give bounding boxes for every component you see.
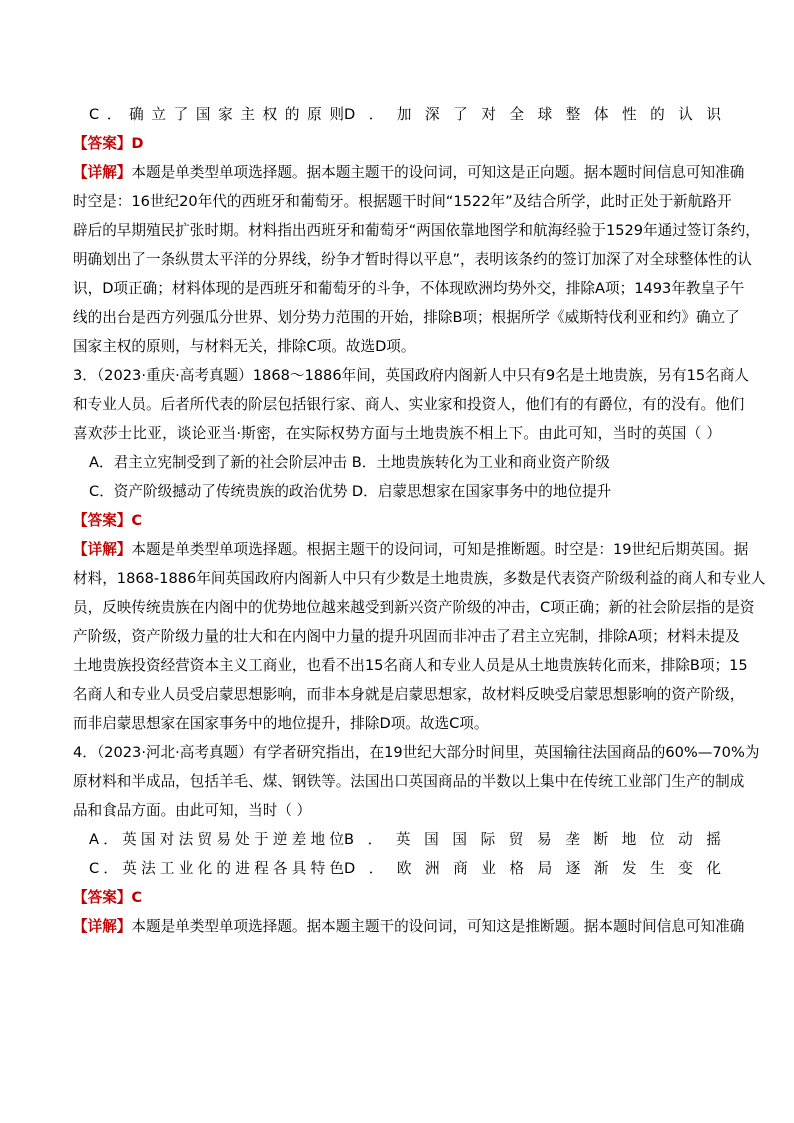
q3-detail-line-1	[73, 535, 749, 564]
q2-detail-line-4: 明确划出了一条纵贯太平洋的分界线，纷争才暂时得以平息”，表明该条约的签订加深了对全球整体性的认	[73, 251, 752, 268]
q2-detail-text: 本题是单类型单项选择题。据本题主题干的设问词，可知这是正向题。据本题时间信息可知准确	[131, 164, 745, 181]
q4-answer-tag: 【答案】	[73, 889, 132, 906]
q3-stem-line-2: 和专业人员。后者所代表的阶层包括银行家、商人、实业家和投资人，他们有的有爵位，有的没有。他们	[73, 396, 745, 413]
q3-detail-tag: 【详解】	[73, 541, 132, 558]
q2-detail-line-7: 国家主权的原则，与材料无关，排除C项。故选D项。	[73, 338, 416, 355]
q2-detail-line-6: 线的出台是西方列强瓜分世界、划分势力范围的开始，排除B项；根据所学《威斯特伐利亚和约》确立了	[73, 309, 740, 326]
q4-option-c[interactable]: C．英法工业化的进程各具特色	[89, 860, 344, 877]
q4-detail-tag: 【详解】	[73, 918, 132, 935]
q4-option-d[interactable]: D．欧洲商业格局逐渐发生变化	[344, 860, 721, 877]
q3-stem-line-1: 3．（2023·重庆·高考真题）1868～1886年间，英国政府内阁新人中只有9名是土地贵族，另有15名商人	[73, 367, 749, 384]
q4-stem-line-1: 4．（2023·河北·高考真题）有学者研究指出，在19世纪大部分时间里，英国输往法国商品的60%—70%为	[73, 744, 760, 761]
q4-answer-line	[73, 883, 721, 912]
q2-answer: D	[131, 135, 144, 152]
q4-answer: C	[131, 889, 143, 906]
q3-answer-tag: 【答案】	[73, 512, 132, 529]
q4-option-b[interactable]: B．英国国际贸易垄断地位动摇	[344, 831, 721, 848]
q3-detail-line-2: 材料，1868-1886年间英国政府内阁新人中只有少数是土地贵族，多数是代表资产阶级利益的商人和专业人	[73, 570, 766, 587]
q3-options-row-2[interactable]: C．资产阶级撼动了传统贵族的政治优势 D．启蒙思想家在国家事务中的地位提升	[89, 483, 612, 500]
q3-detail-line-7: 而非启蒙思想家在国家事务中的地位提升，排除D项。故选C项。	[73, 715, 489, 732]
q4-detail-line-1	[73, 912, 745, 941]
q2-option-c[interactable]: C．确立了国家主权的原则	[89, 106, 344, 123]
q3-detail-line-6: 名商人和专业人员受启蒙思想影响，而非本身就是启蒙思想家，故材料反映受启蒙思想影响的资产阶级，	[73, 686, 745, 703]
q4-option-a[interactable]: A．英国对法贸易处于逆差地位	[89, 831, 344, 848]
q2-detail-line-3: 辟后的早期殖民扩张时期。材料指出西班牙和葡萄牙“两国依靠地图学和航海经验于1529年通过签订条约，	[73, 222, 760, 239]
q4-options-row-2	[73, 854, 721, 883]
q4-stem-line-2: 原材料和半成品，包括羊毛、煤、钢铁等。法国出口英国商品的半数以上集中在传统工业部门生产的制成	[73, 773, 745, 790]
q4-options-row-1	[73, 825, 721, 854]
q4-stem-line-3: 品和食品方面。由此可知，当时（ ）	[73, 802, 312, 819]
q2-detail-line-5: 识，D项正确；材料体现的是西班牙和葡萄牙的斗争，不体现欧洲均势外交，排除A项；1493年教皇子午	[73, 280, 745, 297]
q3-answer: C	[131, 512, 143, 529]
q3-options-row-1[interactable]: A．君主立宪制受到了新的社会阶层冲击 B．土地贵族转化为工业和商业资产阶级	[89, 454, 610, 471]
q2-answer-tag: 【答案】	[73, 135, 132, 152]
q2-detail-line-1	[73, 158, 745, 187]
q2-options-row	[73, 100, 721, 129]
q3-detail-line-5: 土地贵族投资经营资本主义工商业，也看不出15名商人和专业人员是从土地贵族转化而来，排除B项；15	[73, 657, 748, 674]
q2-option-d[interactable]: D．加深了对全球整体性的认识	[344, 106, 721, 123]
q4-detail-text: 本题是单类型单项选择题。据本题主题干的设问词，可知这是推断题。据本题时间信息可知准确	[131, 918, 745, 935]
q3-detail-line-4: 产阶级，资产阶级力量的壮大和在内阁中力量的提升巩固而非冲击了君主立宪制，排除A项；材料未提及	[73, 628, 740, 645]
q2-answer-line	[73, 129, 721, 158]
q3-detail-line-3: 员，反映传统贵族在内阁中的优势地位越来越受到新兴资产阶级的冲击，C项正确；新的社会阶层指的是资	[73, 599, 755, 616]
q2-detail-line-2: 时空是：16世纪20年代的西班牙和葡萄牙。根据题干时间“1522年”及结合所学，此时正处于新航路开	[73, 193, 732, 210]
q3-stem-line-3: 喜欢莎士比亚，谈论亚当·斯密，在实际权势方面与土地贵族不相上下。由此可知，当时的英国（ ）	[73, 425, 721, 442]
page-content	[73, 100, 766, 941]
q3-answer-line	[73, 506, 721, 535]
q3-detail-text: 本题是单类型单项选择题。根据主题干的设问词，可知是推断题。时空是：19世纪后期英国。据	[131, 541, 749, 558]
q2-detail-tag: 【详解】	[73, 164, 132, 181]
